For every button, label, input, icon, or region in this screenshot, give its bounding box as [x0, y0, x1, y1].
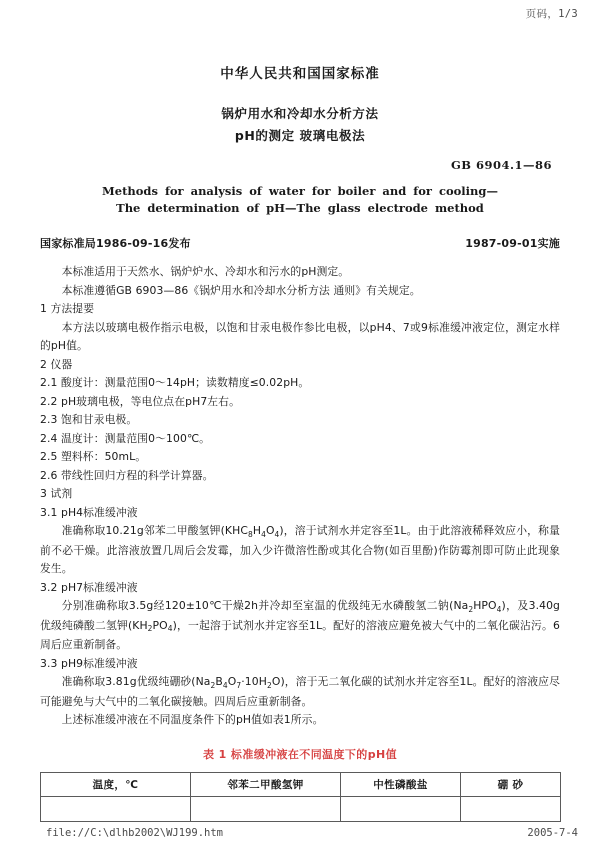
- table-cell-temperature: [41, 796, 191, 821]
- khp-text-part-2: H: [252, 524, 262, 537]
- khp-text-part-3: O: [265, 524, 275, 537]
- phosphate-text-part-4: PO: [152, 618, 168, 632]
- english-title-line-2: The determination of pH—The glass electrode method: [116, 201, 484, 215]
- section-3-3-closing-paragraph: 上述标准缓冲液在不同温度条件下的pH值如表1所示。: [61, 713, 324, 726]
- borax-sub-2b: 2: [266, 680, 272, 690]
- standard-number: GB 6904.1—86: [450, 158, 552, 172]
- table-header-borax: 硼 砂: [461, 772, 561, 796]
- section-2-item-2-5: 2.5 塑料杯：50mL。: [40, 450, 147, 463]
- section-3-3-heading: 3.3 pH9标准缓冲液: [40, 656, 138, 670]
- section-2-item-2-2: 2.2 pH玻璃电极，等电位点在pH7左右。: [40, 394, 240, 408]
- khp-text-part-1: 准确称取10.21g邻苯二甲酸氢钾(KHC: [61, 524, 248, 537]
- table-header-neutral-phosphate: 中性磷酸盐: [341, 772, 461, 796]
- section-2-item-2-6: 2.6 带线性回归方程的科学计算器。: [40, 468, 214, 482]
- section-3-2-heading: 3.2 pH7标准缓冲液: [40, 580, 138, 594]
- section-3-2-paragraph: [40, 597, 560, 655]
- khp-sub-8: 8: [247, 529, 253, 539]
- phosphate-text-part-2: HPO: [473, 599, 497, 612]
- table-header-temperature: 温度，℃: [41, 772, 191, 796]
- section-2-item-2-4: 2.4 温度计：测量范围0～100℃。: [40, 431, 211, 445]
- section-1-paragraph: 本方法以玻璃电极作指示电极，以饱和甘汞电极作参比电极，以pH4、7或9标准缓冲液定位，测定水样的pH值。: [40, 320, 560, 352]
- khp-text-part-4: )，溶于试剂水并定容至1L。由于此溶液稀释效应小，称量前不必干燥。此溶液放置几周后会发霉，加入少许微溶性酚或其化合物(如百里酚)作防霉剂即可防止此现象发生。: [40, 524, 560, 575]
- section-1-heading: 1 方法提要: [40, 302, 95, 315]
- table-cell-khp: [191, 796, 341, 821]
- print-footer: [46, 827, 578, 839]
- borax-sub-7: 7: [236, 680, 242, 690]
- section-2-heading: 2 仪器: [40, 357, 73, 371]
- print-footer-date: 2005-7-4: [527, 827, 578, 839]
- table-row: [41, 796, 561, 821]
- scope-paragraph-1: 本标准适用于天然水、锅炉炉水、冷却水和污水的pH测定。: [61, 265, 350, 278]
- national-standard-title: 中华人民共和国国家标准: [220, 66, 380, 82]
- implementation-date: 1987-09-01实施: [465, 237, 560, 250]
- khp-sub-4a: 4: [261, 529, 266, 539]
- phosphate-sub-4a: 4: [496, 604, 502, 614]
- table-body: [41, 796, 561, 821]
- section-3-heading: 3 试剂: [40, 487, 73, 500]
- phosphate-sub-2b: 2: [147, 624, 153, 633]
- issuing-authority-and-date: 国家标准局1986-09-16发布: [40, 237, 191, 250]
- phosphate-text-part-5: )，一起溶于试剂水并定容至1L。配好的溶液应避免被大气中的二氧化碳沾污。6周后应重新制备。: [40, 618, 560, 651]
- phosphate-sub-2a: 2: [468, 604, 474, 614]
- borax-text-part-4: ·10H: [241, 675, 267, 688]
- table-header-group: [41, 772, 561, 796]
- table-header-row: [41, 772, 561, 796]
- phosphate-sub-4b: 4: [167, 624, 173, 633]
- borax-sub-4: 4: [222, 680, 228, 690]
- section-3-1-paragraph: [40, 522, 560, 579]
- phosphate-text-part-1: 分别准确称取3.5g经120±10℃干燥2h并冷却至室温的优级纯无水磷酸氢二钠(Na: [61, 599, 469, 612]
- borax-text-part-3: O: [227, 675, 237, 688]
- scope-paragraph-2: 本标准遵循GB 6903—86《锅炉用水和冷却水分析方法 通则》有关规定。: [61, 283, 421, 297]
- borax-text-part-2: B: [215, 675, 223, 688]
- table-cell-borax: [461, 796, 561, 821]
- print-footer-file-path: file://C:\dlhb2002\WJ199.htm: [46, 827, 224, 839]
- table-1-buffer-ph-values: [40, 772, 561, 822]
- print-header-page-number: 页码，1/3: [525, 8, 578, 20]
- table-header-khp: 邻苯二甲酸氢钾: [191, 772, 341, 796]
- phosphate-text-part-3: )，及3.40g优级纯磷酸二氢钾(KH: [40, 599, 560, 632]
- document-main-title: 锅炉用水和冷却水分析方法: [221, 106, 379, 121]
- section-2-item-2-1: 2.1 酸度计：测量范围0～14pH；读数精度≤0.02pH。: [40, 376, 310, 389]
- section-3-3-paragraph: [40, 673, 560, 711]
- borax-sub-2: 2: [210, 680, 216, 690]
- khp-sub-4b: 4: [274, 529, 280, 539]
- document-body: [40, 0, 560, 822]
- document-sub-title: pH的测定 玻璃电极法: [234, 128, 366, 143]
- english-title-line-1: Methods for analysis of water for boiler and for cooling—: [102, 184, 498, 198]
- borax-text-part-1: 准确称取3.81g优级纯硼砂(Na: [61, 675, 211, 688]
- borax-text-part-5: O)，溶于无二氧化碳的试剂水并定容至1L。配好的溶液应尽可能避免与大气中的二氧化碳接触。四周后应重新制备。: [40, 675, 560, 708]
- section-3-1-heading: 3.1 pH4标准缓冲液: [40, 505, 138, 519]
- section-2-item-2-3: 2.3 饱和甘汞电极。: [40, 413, 138, 426]
- table-cell-neutral-phosphate: [341, 796, 461, 821]
- issue-implementation-row: [40, 235, 560, 251]
- table-1-caption: 表 1 标准缓冲液在不同温度下的pH值: [203, 747, 397, 761]
